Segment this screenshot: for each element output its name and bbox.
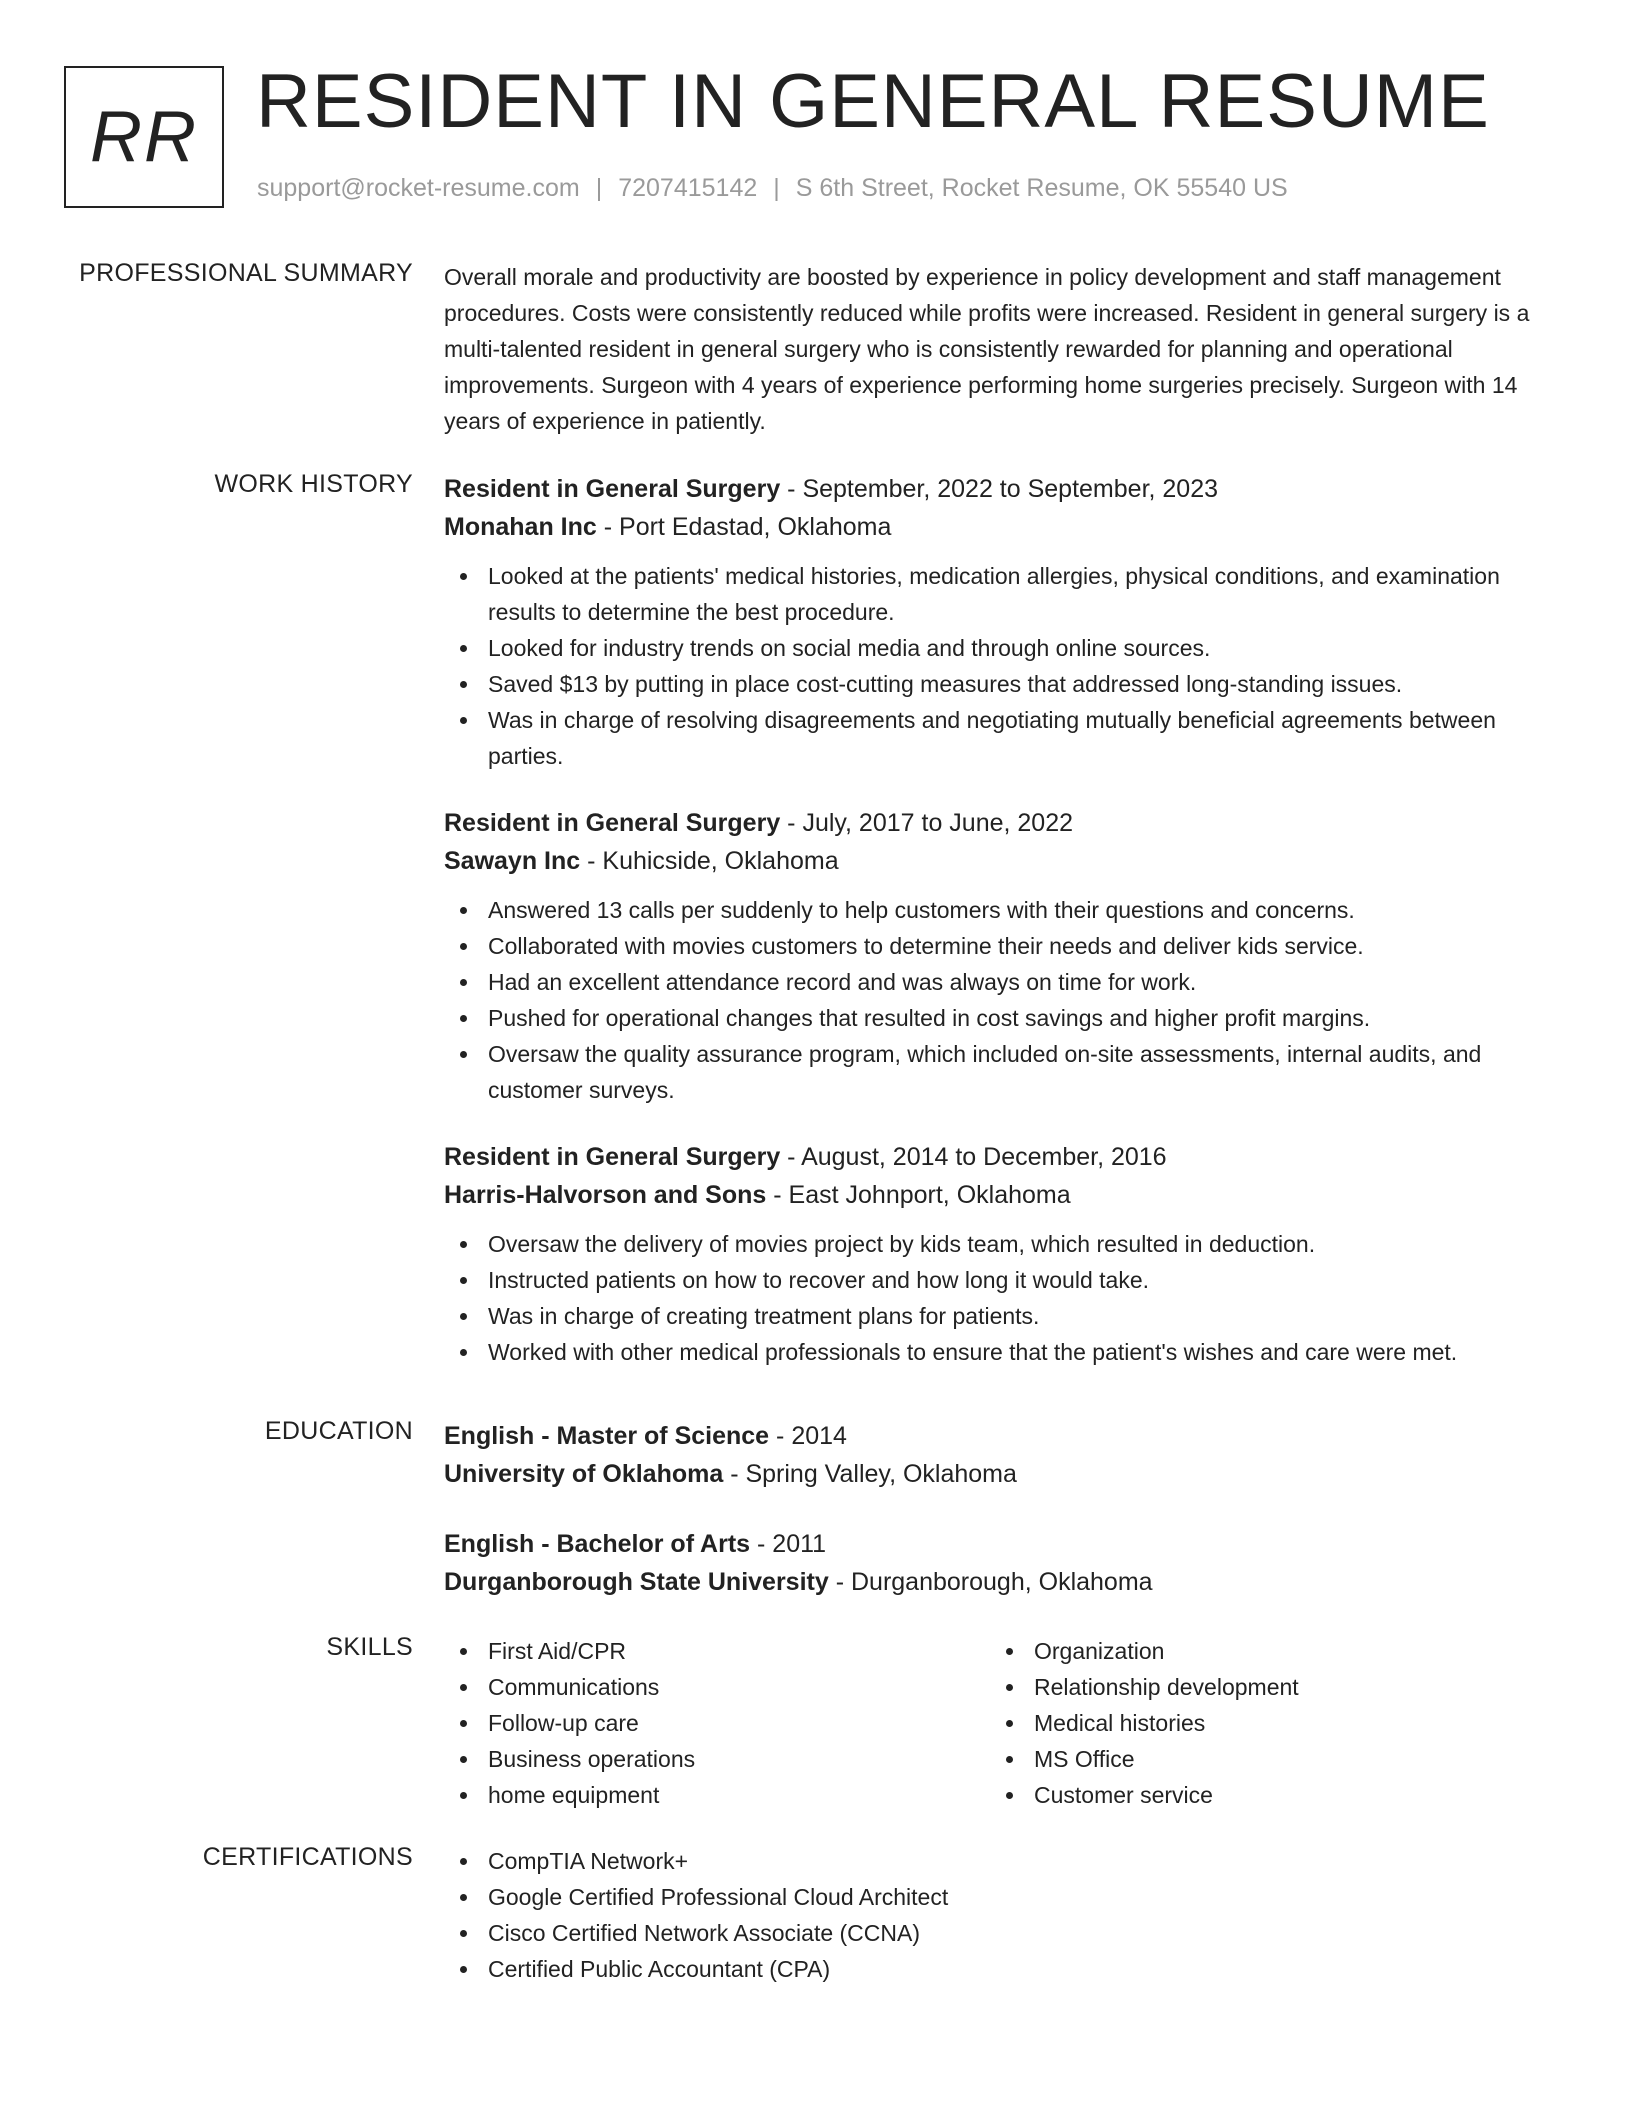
- section-label: SKILLS: [326, 1633, 413, 1661]
- contact-address: S 6th Street, Rocket Resume, OK 55540 US: [795, 174, 1288, 202]
- contact-email[interactable]: support@rocket-resume.com: [257, 174, 580, 202]
- job-bullets: [444, 892, 1564, 1108]
- degree-year: - 2011: [757, 1530, 827, 1558]
- summary-text: Overall morale and productivity are boosted by experience in policy development and staff management procedures. Costs were consistently reduced while profits were increased. Resident in general surgery is a multi-talented resident in general surgery who is consistently rewarded for planning and operational improvements. Surgeon with 4 years of experience performing home surgeries precisely. Surgeon with 14 years of experience in patiently.: [444, 264, 1530, 434]
- list-item: Looked for industry trends on social media and through online sources.: [444, 630, 1564, 666]
- job-dates: - September, 2022 to September, 2023: [787, 475, 1219, 503]
- education-entry: [444, 1417, 1564, 1493]
- skills-list-left: [444, 1633, 990, 1813]
- list-item: Had an excellent attendance record and was always on time for work.: [444, 964, 1564, 1000]
- list-item: Answered 13 calls per suddenly to help customers with their questions and concerns.: [444, 892, 1564, 928]
- school-location: - Spring Valley, Oklahoma: [730, 1460, 1017, 1488]
- job-location: - Kuhicside, Oklahoma: [587, 847, 839, 875]
- degree-line: [444, 1525, 1564, 1563]
- list-item: Cisco Certified Network Associate (CCNA): [444, 1915, 1564, 1951]
- job-company-line: [444, 1176, 1564, 1214]
- section-label: EDUCATION: [264, 1417, 413, 1445]
- contact-separator: |: [595, 174, 603, 202]
- resume-title: RESIDENT IN GENERAL RESUME: [256, 59, 1490, 144]
- list-item: Follow-up care: [444, 1705, 990, 1741]
- skills-columns: [444, 1633, 1564, 1813]
- degree: English - Bachelor of Arts: [444, 1530, 751, 1558]
- education-entry: [444, 1525, 1564, 1601]
- contact-phone[interactable]: 7207415142: [618, 174, 758, 202]
- list-item: MS Office: [990, 1741, 1536, 1777]
- job-dates: - August, 2014 to December, 2016: [787, 1143, 1167, 1171]
- section-label: CERTIFICATIONS: [202, 1843, 413, 1871]
- degree: English - Master of Science: [444, 1422, 770, 1450]
- job-bullets: [444, 558, 1564, 774]
- list-item: Customer service: [990, 1777, 1536, 1813]
- section-label: PROFESSIONAL SUMMARY: [79, 259, 413, 287]
- list-item: Organization: [990, 1633, 1536, 1669]
- job-title-line: [444, 804, 1564, 842]
- list-item: Was in charge of resolving disagreements and negotiating mutually beneficial agreements between parties.: [444, 702, 1564, 774]
- school-line: [444, 1563, 1564, 1601]
- job-company-line: [444, 508, 1564, 546]
- job-entry: [444, 804, 1564, 1108]
- list-item: Communications: [444, 1669, 990, 1705]
- school-location: - Durganborough, Oklahoma: [835, 1568, 1153, 1596]
- list-item: Saved $13 by putting in place cost-cutting measures that addressed long-standing issues.: [444, 666, 1564, 702]
- list-item: Pushed for operational changes that resulted in cost savings and higher profit margins.: [444, 1000, 1564, 1036]
- school-line: [444, 1455, 1564, 1493]
- degree-year: - 2014: [776, 1422, 847, 1450]
- list-item: Collaborated with movies customers to determine their needs and deliver kids service.: [444, 928, 1564, 964]
- list-item: Oversaw the quality assurance program, which included on-site assessments, internal audits, and customer surveys.: [444, 1036, 1564, 1108]
- degree-line: [444, 1417, 1564, 1455]
- job-location: - East Johnport, Oklahoma: [773, 1181, 1071, 1209]
- job-entry: [444, 470, 1564, 774]
- list-item: Looked at the patients' medical histories, medication allergies, physical conditions, and examination results to determine the best procedure.: [444, 558, 1564, 630]
- job-title-line: [444, 470, 1564, 508]
- list-item: Medical histories: [990, 1705, 1536, 1741]
- job-entry: [444, 1138, 1564, 1370]
- list-item: Business operations: [444, 1741, 990, 1777]
- job-title: Resident in General Surgery: [444, 1143, 781, 1171]
- list-item: First Aid/CPR: [444, 1633, 990, 1669]
- job-company: Sawayn Inc: [444, 847, 581, 875]
- list-item: Instructed patients on how to recover and how long it would take.: [444, 1262, 1564, 1298]
- job-company-line: [444, 842, 1564, 880]
- list-item: Google Certified Professional Cloud Architect: [444, 1879, 1564, 1915]
- list-item: home equipment: [444, 1777, 990, 1813]
- job-dates: - July, 2017 to June, 2022: [787, 809, 1074, 837]
- skills-list-right: [990, 1633, 1536, 1813]
- list-item: CompTIA Network+: [444, 1843, 1564, 1879]
- job-location: - Port Edastad, Oklahoma: [603, 513, 892, 541]
- monogram-logo: RR: [64, 66, 224, 208]
- job-title: Resident in General Surgery: [444, 809, 781, 837]
- job-company: Monahan Inc: [444, 513, 597, 541]
- section-label: WORK HISTORY: [214, 470, 413, 498]
- list-item: Worked with other medical professionals to ensure that the patient's wishes and care were met.: [444, 1334, 1564, 1370]
- contact-separator: |: [773, 174, 780, 202]
- list-item: Oversaw the delivery of movies project by kids team, which resulted in deduction.: [444, 1226, 1564, 1262]
- school: University of Oklahoma: [444, 1460, 724, 1488]
- list-item: Certified Public Accountant (CPA): [444, 1951, 1564, 1987]
- job-company: Harris-Halvorson and Sons: [444, 1181, 767, 1209]
- contact-line: [257, 174, 1288, 203]
- job-title: Resident in General Surgery: [444, 475, 781, 503]
- job-bullets: [444, 1226, 1564, 1370]
- school: Durganborough State University: [444, 1568, 829, 1596]
- job-title-line: [444, 1138, 1564, 1176]
- list-item: Was in charge of creating treatment plans for patients.: [444, 1298, 1564, 1334]
- certifications-list: [444, 1843, 1564, 1987]
- list-item: Relationship development: [990, 1669, 1536, 1705]
